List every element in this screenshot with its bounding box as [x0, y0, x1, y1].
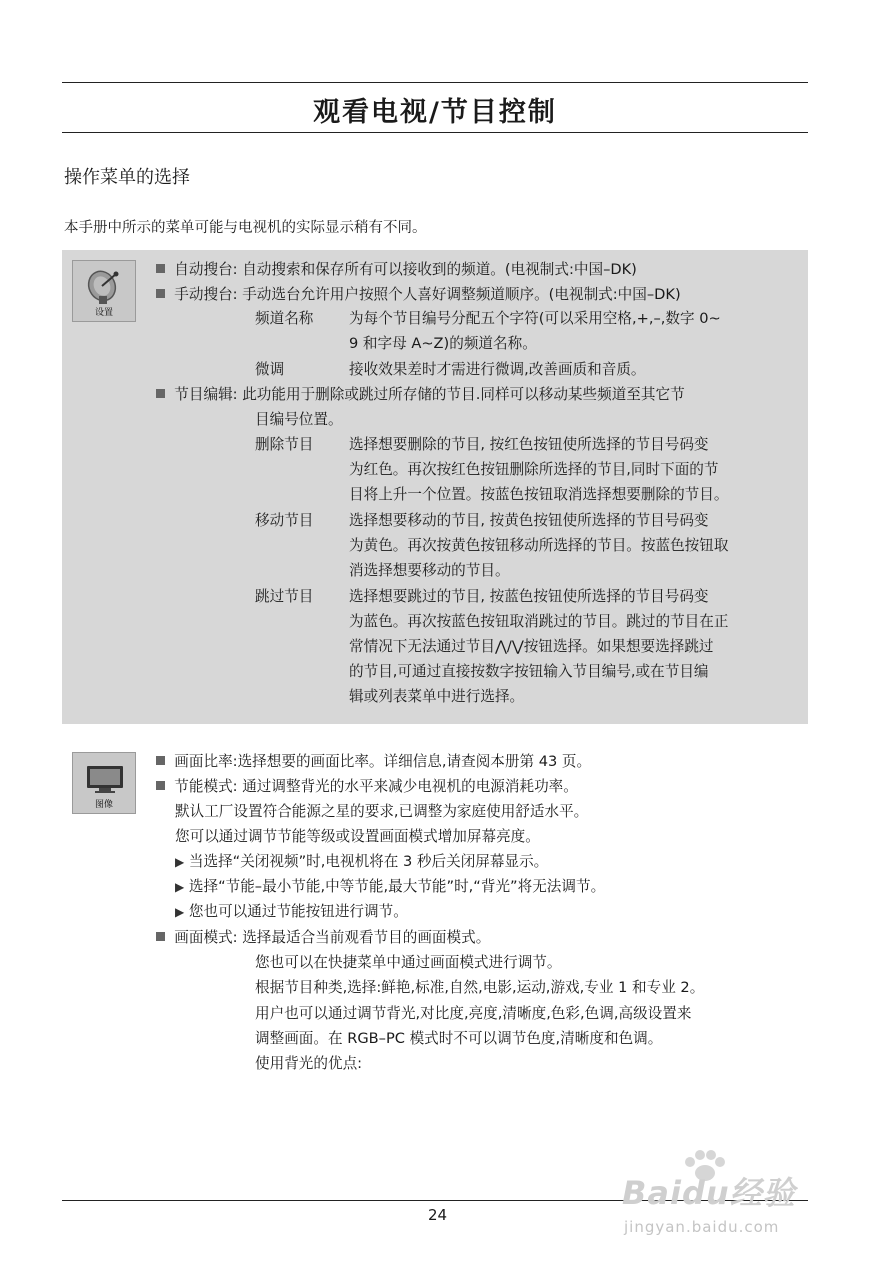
sub-item-text: 选择想要跳过的节目, 按蓝色按钮使所选择的节目号码变: [349, 588, 709, 605]
setup-icon-label: 设置: [94, 308, 113, 318]
sub-item-label: 跳过节目: [255, 588, 314, 605]
sub-item-label: 删除节目: [255, 436, 314, 453]
sub-item-label: 微调: [255, 361, 285, 378]
list-item: 画面比率:选择想要的画面比率。详细信息,请查阅本册第 43 页。: [156, 752, 591, 772]
sub-item-text: 选择想要删除的节目, 按红色按钮使所选择的节目号码变: [349, 436, 709, 453]
sub-item-text: 选择想要移动的节目, 按黄色按钮使所选择的节目号码变: [349, 512, 709, 529]
sub-item-text: 9 和字母 A~Z)的频道名称。: [349, 335, 537, 352]
bullet-square-icon: [156, 756, 165, 765]
sub-item-text: 消选择想要移动的节目。: [349, 562, 510, 579]
list-item: 画面模式: 选择最适合当前观看节目的画面模式。: [156, 928, 490, 948]
sub-item-label: 频道名称: [255, 310, 314, 327]
picture-menu-panel: [62, 742, 808, 1122]
sub-item-text: 为蓝色。再次按蓝色按钮取消跳过的节目。跳过的节目在正: [349, 613, 729, 630]
bullet-square-icon: [156, 932, 165, 941]
list-item: 节目编辑: 此功能用于删除或跳过所存储的节目.同样可以移动某些频道至其它节: [156, 385, 685, 405]
list-item-continuation: 您可以通过调节节能等级或设置画面模式增加屏幕亮度。: [175, 828, 540, 845]
sub-item-text: 常情况下无法通过节目⋀/⋁按钮选择。如果想要选择跳过: [349, 638, 714, 655]
list-item: 手动搜台: 手动选台允许用户按照个人喜好调整频道顺序。(电视制式:中国–DK): [156, 285, 681, 305]
picture-icon-label: 图像: [94, 800, 113, 810]
section-heading: 操作菜单的选择: [64, 167, 190, 188]
triangle-arrow-icon: ▶: [175, 880, 185, 894]
sub-item-text: 的节目,可通过直接按数字按钮输入节目编号,或在节目编: [349, 663, 709, 680]
list-item-continuation: 根据节目种类,选择:鲜艳,标准,自然,电影,运动,游戏,专业 1 和专业 2。: [255, 979, 705, 996]
watermark-logo: Baidu经验: [622, 1174, 796, 1212]
watermark-url: jingyan.baidu.com: [624, 1218, 780, 1236]
watermark: [612, 1148, 822, 1248]
page-number: 24: [427, 1206, 448, 1224]
arrow-item: ▶ 选择“节能–最小节能,中等节能,最大节能”时,“背光”将无法调节。: [175, 878, 606, 895]
tv-monitor-icon: [85, 758, 125, 798]
satellite-dish-icon: [85, 266, 125, 306]
arrow-item: ▶ 当选择“关闭视频”时,电视机将在 3 秒后关闭屏幕显示。: [175, 853, 549, 870]
list-item-continuation: 您也可以在快捷菜单中通过画面模式进行调节。: [255, 954, 562, 971]
list-item-continuation: 调整画面。在 RGB–PC 模式时不可以调节色度,清晰度和色调。: [255, 1030, 663, 1047]
list-item-continuation: 用户也可以通过调节背光,对比度,亮度,清晰度,色彩,色调,高级设置来: [255, 1005, 692, 1022]
sub-item-label: 移动节目: [255, 512, 314, 529]
list-item-continuation: 使用背光的优点:: [255, 1055, 363, 1072]
sub-item-text: 辑或列表菜单中进行选择。: [349, 688, 525, 705]
list-item: 自动搜台: 自动搜索和保存所有可以接收到的频道。(电视制式:中国–DK): [156, 260, 637, 280]
page-title: 观看电视/节目控制: [313, 97, 557, 128]
list-item: 节能模式: 通过调整背光的水平来减少电视机的电源消耗功率。: [156, 777, 578, 797]
list-item-continuation: 目编号位置。: [255, 411, 343, 428]
sub-item-text: 为红色。再次按红色按钮删除所选择的节目,同时下面的节: [349, 461, 719, 478]
bullet-square-icon: [156, 289, 165, 298]
sub-item-text: 为黄色。再次按黄色按钮移动所选择的节目。按蓝色按钮取: [349, 537, 729, 554]
arrow-item: ▶ 您也可以通过节能按钮进行调节。: [175, 903, 408, 920]
sub-item-text: 接收效果差时才需进行微调,改善画质和音质。: [349, 361, 646, 378]
title-underline: [62, 132, 808, 133]
top-rule: [62, 82, 808, 83]
picture-icon-box: [72, 752, 136, 814]
bullet-square-icon: [156, 264, 165, 273]
triangle-arrow-icon: ▶: [175, 905, 185, 919]
sub-item-text: 为每个节目编号分配五个字符(可以采用空格,+,–,数字 0~: [349, 310, 721, 327]
list-item-continuation: 默认工厂设置符合能源之星的要求,已调整为家庭使用舒适水平。: [175, 803, 589, 820]
triangle-arrow-icon: ▶: [175, 855, 185, 869]
bullet-square-icon: [156, 389, 165, 398]
bullet-square-icon: [156, 781, 165, 790]
setup-icon-box: [72, 260, 136, 322]
sub-item-text: 目将上升一个位置。按蓝色按钮取消选择想要删除的节目。: [349, 486, 729, 503]
setup-menu-panel: [62, 250, 808, 724]
intro-text: 本手册中所示的菜单可能与电视机的实际显示稍有不同。: [64, 220, 427, 236]
